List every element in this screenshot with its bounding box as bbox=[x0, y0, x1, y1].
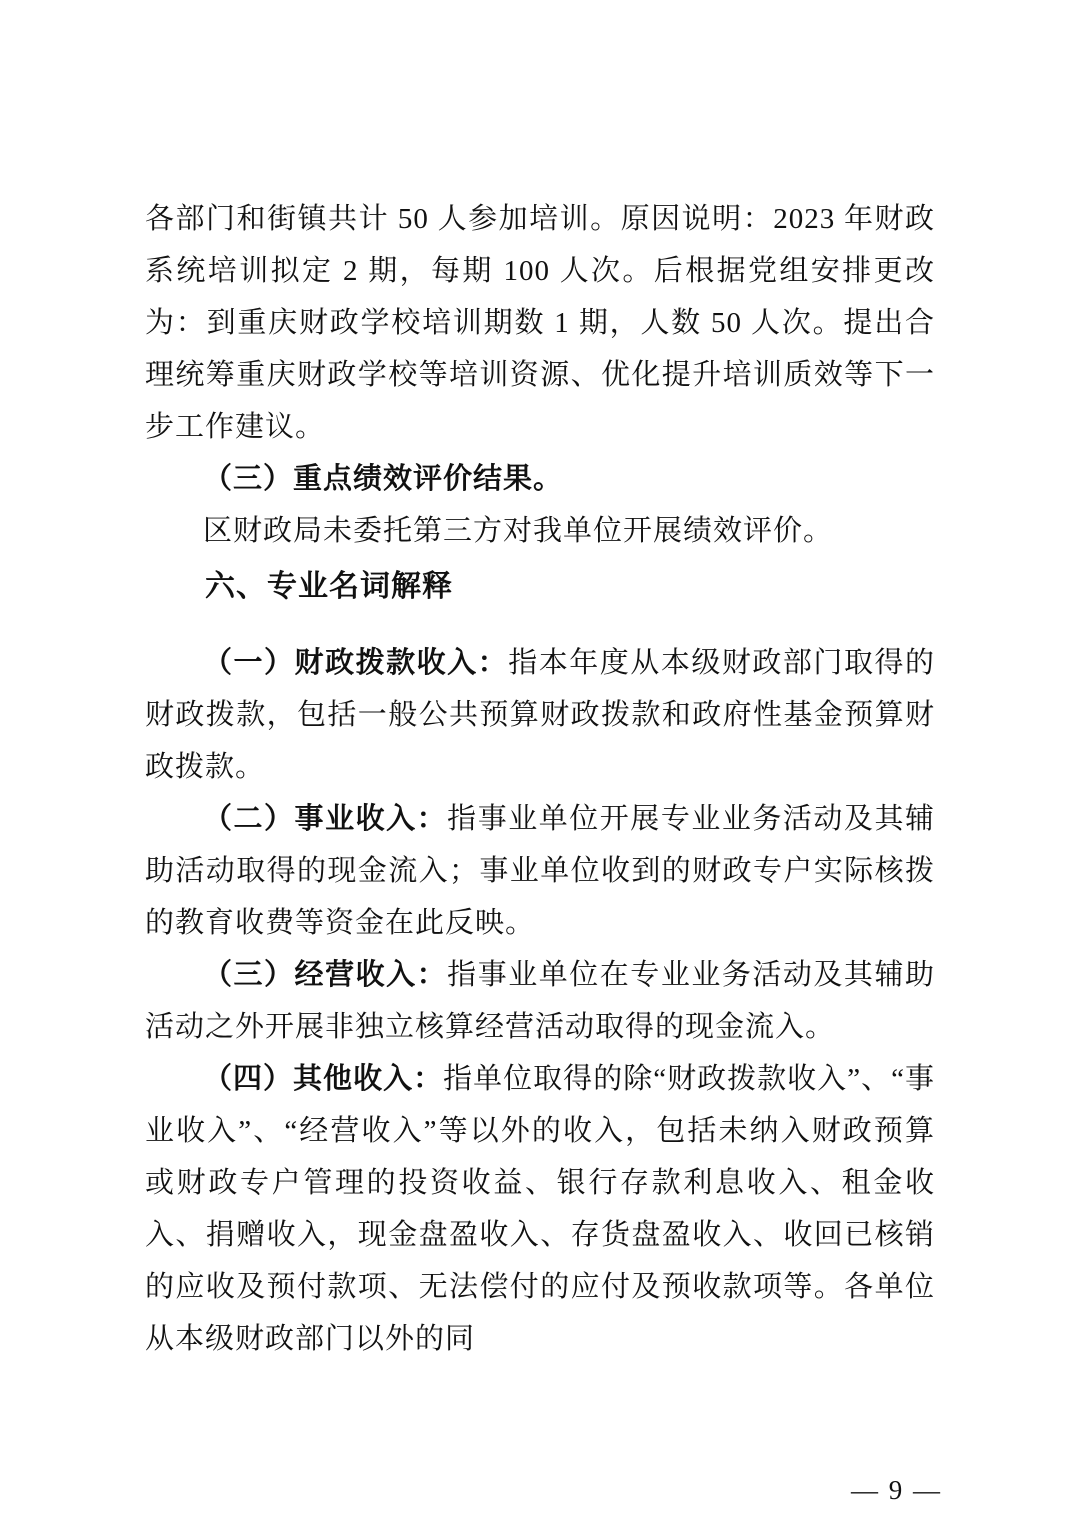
definition-lead: （二）事业收入： bbox=[203, 803, 448, 835]
definition-body: 指事业单位开展专业业务活动及其辅助活动取得的现金流入；事业单位收到的财政专户实际核拨的教育收费等资金在此反映。 bbox=[145, 803, 935, 939]
definition-body: 指单位取得的除“财政拨款收入”、“事业收入”、“经营收入”等以外的收入，包括未纳入财政预算或财政专户管理的投资收益、银行存款利息收入、租金收入、捐赠收入，现金盘盈收入、存货盘盈收入、收回已核销的应收及预付款项、无法偿付的应付及预收款项等。各单位从本级财政部门以外的同 bbox=[145, 1063, 935, 1355]
paragraph-evaluation-note: 区财政局未委托第三方对我单位开展绩效评价。 bbox=[203, 515, 834, 547]
definition-body: 指本年度从本级财政部门取得的财政拨款，包括一般公共预算财政拨款和政府性基金预算财政拨款。 bbox=[145, 647, 935, 783]
paragraph-training-continuation: 各部门和街镇共计 50 人参加培训。原因说明：2023 年财政系统培训拟定 2 期，每期 100 人次。后根据党组安排更改为：到重庆财政学校培训期数 1 期，人数 50 人次。提出合理统筹重庆财政学校等培训资源、优化提升培训质效等下一步工作建议。 bbox=[145, 203, 935, 443]
definition-lead: （三）经营收入： bbox=[203, 959, 448, 991]
definition-operating-income-institution bbox=[145, 793, 935, 949]
definition-fiscal-appropriation-income bbox=[145, 637, 935, 793]
definition-body: 指事业单位在专业业务活动及其辅助活动之外开展非独立核算经营活动取得的现金流入。 bbox=[145, 959, 935, 1043]
page-number: — 9 — bbox=[851, 1475, 942, 1505]
sub-heading-key-performance-evaluation: （三）重点绩效评价结果。 bbox=[203, 463, 564, 495]
definition-other-income bbox=[145, 1053, 935, 1365]
section-heading-terminology: 六、专业名词解释 bbox=[205, 570, 453, 603]
document-body bbox=[145, 193, 935, 1365]
definition-business-operating-income bbox=[145, 949, 935, 1053]
definition-lead: （一）财政拨款收入： bbox=[203, 647, 509, 679]
definition-lead: （四）其他收入： bbox=[203, 1063, 444, 1095]
